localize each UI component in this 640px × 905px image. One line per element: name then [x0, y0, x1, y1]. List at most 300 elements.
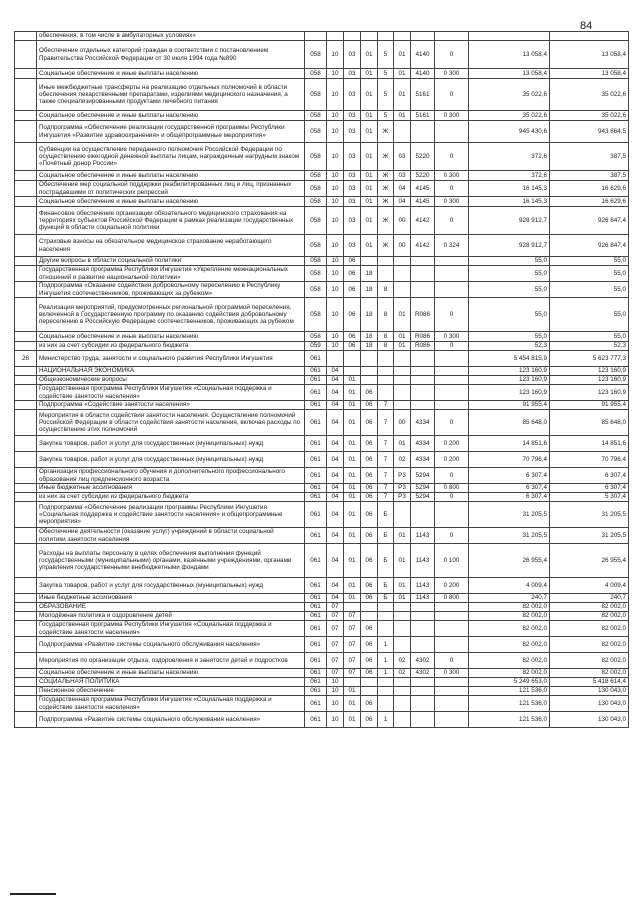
- row-number-cell: [15, 197, 37, 207]
- code-grbs-cell: 061: [305, 612, 327, 621]
- code-event-cell: 01: [394, 69, 411, 79]
- code-section-cell: [327, 351, 344, 367]
- table-row: [15, 171, 629, 181]
- code-expense-type-cell: [435, 266, 469, 282]
- code-expense-type-cell: 0 300: [435, 197, 469, 207]
- row-number-cell: [15, 207, 37, 235]
- row-name-cell: СОЦИАЛЬНАЯ ПОЛИТИКА: [37, 678, 305, 687]
- amount-year2-cell: 55,0: [550, 298, 629, 332]
- code-subsection-cell: 06: [344, 282, 361, 298]
- code-section-cell: 10: [327, 257, 344, 266]
- code-grbs-cell: 061: [305, 401, 327, 410]
- code-grbs-cell: 058: [305, 298, 327, 332]
- table-row: [15, 544, 629, 578]
- row-name-cell: Иные межбюджетные трансферты на реализацию отдельных полномочий в области обеспечения лекарственными препаратами, изделиями медицинского назначения, а также специализированными продуктами лечебного питания: [37, 79, 305, 111]
- row-number-cell: [15, 578, 37, 594]
- amount-year1-cell: 13 058,4: [469, 69, 550, 79]
- code-section-cell: 04: [327, 376, 344, 385]
- code-subprogram-cell: [378, 687, 394, 696]
- code-grbs-cell: 058: [305, 235, 327, 257]
- table-row: [15, 493, 629, 502]
- code-event-cell: 01: [394, 544, 411, 578]
- table-row: [15, 257, 629, 266]
- code-section-cell: 10: [327, 696, 344, 712]
- code-section-cell: 07: [327, 621, 344, 637]
- amount-year1-cell: 55,0: [469, 282, 550, 298]
- row-number-cell: [15, 696, 37, 712]
- code-direction-cell: [411, 282, 435, 298]
- code-direction-cell: [411, 351, 435, 367]
- row-name-cell: Иные бюджетные ассигнования: [37, 594, 305, 603]
- amount-year1-cell: 6 307,4: [469, 484, 550, 493]
- code-expense-type-cell: [435, 351, 469, 367]
- code-program-cell: 01: [361, 79, 378, 111]
- code-event-cell: P3: [394, 484, 411, 493]
- code-section-cell: 04: [327, 578, 344, 594]
- code-subprogram-cell: Ж: [378, 171, 394, 181]
- code-direction-cell: [411, 367, 435, 376]
- code-expense-type-cell: 0: [435, 528, 469, 544]
- amount-year2-cell: 55,0: [550, 266, 629, 282]
- code-subsection-cell: 01: [344, 696, 361, 712]
- code-program-cell: 18: [361, 332, 378, 342]
- row-name-cell: Социальное обеспечение и иные выплаты населению: [37, 111, 305, 121]
- row-number-cell: [15, 367, 37, 376]
- code-grbs-cell: 061: [305, 367, 327, 376]
- code-subsection-cell: 01: [344, 376, 361, 385]
- row-name-cell: Подпрограмма «Обеспечение реализации государственной программы Республики Ингушетия «Развитие здравоохранения» и общепрограммные мероприятия»: [37, 121, 305, 143]
- amount-year2-cell: 130 043,0: [550, 687, 629, 696]
- code-section-cell: 10: [327, 687, 344, 696]
- code-expense-type-cell: 0 100: [435, 544, 469, 578]
- code-section-cell: 10: [327, 235, 344, 257]
- amount-year2-cell: 926 847,4: [550, 207, 629, 235]
- code-event-cell: 00: [394, 410, 411, 436]
- amount-year1-cell: 6 307,4: [469, 468, 550, 484]
- code-program-cell: [361, 612, 378, 621]
- code-subprogram-cell: 1: [378, 637, 394, 653]
- code-event-cell: 00: [394, 235, 411, 257]
- code-program-cell: 01: [361, 235, 378, 257]
- code-program-cell: [361, 32, 378, 41]
- code-event-cell: 01: [394, 578, 411, 594]
- code-subsection-cell: 06: [344, 332, 361, 342]
- code-subprogram-cell: [378, 612, 394, 621]
- code-subprogram-cell: [378, 621, 394, 637]
- row-number-cell: [15, 342, 37, 351]
- code-grbs-cell: 061: [305, 696, 327, 712]
- code-subsection-cell: [344, 351, 361, 367]
- row-name-cell: Государственная программа Республики Ингушетия «Социальная поддержка и содействие занятости населения»: [37, 696, 305, 712]
- amount-year2-cell: 82 002,0: [550, 669, 629, 678]
- amount-year2-cell: 82 002,0: [550, 637, 629, 653]
- table-row: [15, 121, 629, 143]
- amount-year1-cell: 928 912,7: [469, 235, 550, 257]
- amount-year1-cell: 123 160,9: [469, 376, 550, 385]
- table-row: [15, 282, 629, 298]
- code-program-cell: 01: [361, 143, 378, 171]
- code-expense-type-cell: [435, 367, 469, 376]
- amount-year2-cell: 16 629,6: [550, 181, 629, 197]
- amount-year1-cell: 31 205,5: [469, 528, 550, 544]
- code-subprogram-cell: 8: [378, 342, 394, 351]
- code-section-cell: 04: [327, 493, 344, 502]
- table-row: [15, 484, 629, 493]
- code-direction-cell: [411, 385, 435, 401]
- code-direction-cell: [411, 712, 435, 728]
- amount-year1-cell: 121 536,0: [469, 696, 550, 712]
- code-event-cell: [394, 637, 411, 653]
- code-event-cell: [394, 121, 411, 143]
- code-direction-cell: 1143: [411, 528, 435, 544]
- code-direction-cell: [411, 502, 435, 528]
- footer-rule: [10, 893, 56, 895]
- code-direction-cell: [411, 678, 435, 687]
- code-grbs-cell: 061: [305, 351, 327, 367]
- code-expense-type-cell: [435, 502, 469, 528]
- code-subprogram-cell: 7: [378, 401, 394, 410]
- amount-year2-cell: 943 864,5: [550, 121, 629, 143]
- code-event-cell: [394, 282, 411, 298]
- code-section-cell: 10: [327, 121, 344, 143]
- code-expense-type-cell: 0 300: [435, 171, 469, 181]
- code-grbs-cell: 061: [305, 410, 327, 436]
- code-subsection-cell: 03: [344, 69, 361, 79]
- code-subprogram-cell: Ж: [378, 121, 394, 143]
- code-expense-type-cell: [435, 696, 469, 712]
- code-expense-type-cell: [435, 32, 469, 41]
- code-section-cell: 04: [327, 594, 344, 603]
- code-grbs-cell: 061: [305, 493, 327, 502]
- code-event-cell: 01: [394, 528, 411, 544]
- code-section-cell: 10: [327, 332, 344, 342]
- amount-year2-cell: [550, 32, 629, 41]
- amount-year1-cell: 35 022,6: [469, 111, 550, 121]
- code-section-cell: 10: [327, 197, 344, 207]
- table-row: [15, 367, 629, 376]
- code-subsection-cell: 03: [344, 181, 361, 197]
- code-subsection-cell: 06: [344, 298, 361, 332]
- code-direction-cell: [411, 376, 435, 385]
- code-expense-type-cell: [435, 401, 469, 410]
- code-grbs-cell: 061: [305, 712, 327, 728]
- code-subsection-cell: 01: [344, 594, 361, 603]
- code-grbs-cell: 061: [305, 637, 327, 653]
- code-subsection-cell: 03: [344, 111, 361, 121]
- amount-year1-cell: 123 160,9: [469, 367, 550, 376]
- amount-year1-cell: 82 002,0: [469, 653, 550, 669]
- amount-year2-cell: 6 307,4: [550, 468, 629, 484]
- code-section-cell: 07: [327, 612, 344, 621]
- code-subsection-cell: 07: [344, 637, 361, 653]
- code-subprogram-cell: 7: [378, 484, 394, 493]
- code-subsection-cell: 01: [344, 502, 361, 528]
- code-grbs-cell: 061: [305, 468, 327, 484]
- code-subprogram-cell: 7: [378, 452, 394, 468]
- code-direction-cell: R086: [411, 298, 435, 332]
- code-program-cell: 01: [361, 69, 378, 79]
- amount-year1-cell: 928 912,7: [469, 207, 550, 235]
- row-number-cell: [15, 32, 37, 41]
- row-name-cell: Иные бюджетные ассигнования: [37, 484, 305, 493]
- row-name-cell: Мероприятия по организации отдыха, оздоровления и занятости детей и подростков: [37, 653, 305, 669]
- code-section-cell: 04: [327, 367, 344, 376]
- code-subsection-cell: 01: [344, 578, 361, 594]
- row-name-cell: Социальное обеспечение и иные выплаты населению: [37, 332, 305, 342]
- code-grbs-cell: 061: [305, 452, 327, 468]
- amount-year1-cell: 121 536,0: [469, 687, 550, 696]
- row-number-cell: [15, 637, 37, 653]
- amount-year2-cell: 26 955,4: [550, 544, 629, 578]
- code-direction-cell: 4145: [411, 181, 435, 197]
- table-row: [15, 712, 629, 728]
- row-number-cell: [15, 528, 37, 544]
- code-subsection-cell: 03: [344, 79, 361, 111]
- code-program-cell: [361, 351, 378, 367]
- code-event-cell: 03: [394, 143, 411, 171]
- code-program-cell: 06: [361, 468, 378, 484]
- amount-year2-cell: 16 629,6: [550, 197, 629, 207]
- code-event-cell: 02: [394, 669, 411, 678]
- amount-year2-cell: 14 851,6: [550, 436, 629, 452]
- code-direction-cell: 4334: [411, 436, 435, 452]
- code-expense-type-cell: 0: [435, 410, 469, 436]
- code-event-cell: [394, 712, 411, 728]
- table-row: [15, 385, 629, 401]
- amount-year2-cell: 31 205,5: [550, 502, 629, 528]
- code-section-cell: 10: [327, 712, 344, 728]
- row-number-cell: [15, 493, 37, 502]
- row-name-cell: обеспечения, в том числе в амбулаторных условиях»: [37, 32, 305, 41]
- table-row: [15, 181, 629, 197]
- code-direction-cell: 4302: [411, 653, 435, 669]
- code-event-cell: 01: [394, 111, 411, 121]
- amount-year1-cell: [469, 32, 550, 41]
- code-section-cell: 04: [327, 468, 344, 484]
- code-subsection-cell: 01: [344, 468, 361, 484]
- code-program-cell: 06: [361, 621, 378, 637]
- code-grbs-cell: [305, 32, 327, 41]
- amount-year1-cell: 16 145,3: [469, 197, 550, 207]
- code-program-cell: 06: [361, 637, 378, 653]
- code-subsection-cell: 01: [344, 544, 361, 578]
- row-name-cell: из них за счет субсидии из федерального бюджета: [37, 342, 305, 351]
- code-event-cell: 03: [394, 171, 411, 181]
- code-direction-cell: 5294: [411, 484, 435, 493]
- code-event-cell: 01: [394, 332, 411, 342]
- row-name-cell: Государственная программа Республики Ингушетия «Социальная поддержка и содействие занятости населения»: [37, 385, 305, 401]
- amount-year2-cell: 82 002,0: [550, 603, 629, 612]
- row-name-cell: Социальное обеспечение и иные выплаты населению: [37, 197, 305, 207]
- code-event-cell: [394, 612, 411, 621]
- code-expense-type-cell: 0 800: [435, 484, 469, 493]
- code-program-cell: 06: [361, 502, 378, 528]
- table-row: [15, 69, 629, 79]
- code-subprogram-cell: [378, 257, 394, 266]
- code-expense-type-cell: [435, 376, 469, 385]
- code-direction-cell: 5161: [411, 79, 435, 111]
- code-direction-cell: 5161: [411, 111, 435, 121]
- code-program-cell: [361, 678, 378, 687]
- code-direction-cell: 4140: [411, 69, 435, 79]
- code-section-cell: 07: [327, 653, 344, 669]
- code-section-cell: 10: [327, 111, 344, 121]
- code-subprogram-cell: 7: [378, 468, 394, 484]
- amount-year2-cell: 387,5: [550, 143, 629, 171]
- row-number-cell: [15, 653, 37, 669]
- code-section-cell: 10: [327, 266, 344, 282]
- code-expense-type-cell: [435, 712, 469, 728]
- code-subsection-cell: 07: [344, 612, 361, 621]
- code-direction-cell: 4334: [411, 410, 435, 436]
- table-row: [15, 436, 629, 452]
- table-row: [15, 578, 629, 594]
- code-subsection-cell: [344, 32, 361, 41]
- table-row: [15, 678, 629, 687]
- code-subprogram-cell: 7: [378, 436, 394, 452]
- amount-year1-cell: 82 002,0: [469, 612, 550, 621]
- amount-year1-cell: 6 307,4: [469, 493, 550, 502]
- row-number-cell: [15, 502, 37, 528]
- code-subsection-cell: 03: [344, 143, 361, 171]
- code-subprogram-cell: 8: [378, 282, 394, 298]
- code-direction-cell: [411, 696, 435, 712]
- row-number-cell: [15, 235, 37, 257]
- row-name-cell: Пенсионное обеспечение: [37, 687, 305, 696]
- code-expense-type-cell: [435, 687, 469, 696]
- code-subprogram-cell: 7: [378, 410, 394, 436]
- code-section-cell: 04: [327, 385, 344, 401]
- row-number-cell: [15, 282, 37, 298]
- code-grbs-cell: 061: [305, 594, 327, 603]
- table-row: [15, 621, 629, 637]
- code-section-cell: 10: [327, 143, 344, 171]
- code-expense-type-cell: 0 300: [435, 669, 469, 678]
- row-name-cell: Обеспечение деятельности (оказание услуг) учреждений в области социальной политики занятости населения: [37, 528, 305, 544]
- code-program-cell: 01: [361, 111, 378, 121]
- row-name-cell: Субвенции на осуществление переданного полномочия Российской Федерации по осуществлению ежегодной денежной выплаты лицам, награжденным нагрудным знаком «Почётный донор России»: [37, 143, 305, 171]
- code-program-cell: 01: [361, 41, 378, 69]
- amount-year1-cell: 372,6: [469, 143, 550, 171]
- code-subsection-cell: 01: [344, 385, 361, 401]
- code-direction-cell: R086: [411, 332, 435, 342]
- row-number-cell: [15, 385, 37, 401]
- code-event-cell: [394, 257, 411, 266]
- amount-year2-cell: 4 009,4: [550, 578, 629, 594]
- code-grbs-cell: 058: [305, 171, 327, 181]
- code-subsection-cell: 06: [344, 342, 361, 351]
- table-row: [15, 207, 629, 235]
- code-direction-cell: 4142: [411, 207, 435, 235]
- code-program-cell: 06: [361, 578, 378, 594]
- table-row: [15, 332, 629, 342]
- amount-year1-cell: 85 648,0: [469, 410, 550, 436]
- amount-year1-cell: 945 430,6: [469, 121, 550, 143]
- row-name-cell: Молодёжная политика и оздоровление детей: [37, 612, 305, 621]
- amount-year1-cell: 26 955,4: [469, 544, 550, 578]
- row-number-cell: [15, 468, 37, 484]
- code-expense-type-cell: [435, 121, 469, 143]
- row-name-cell: Социальное обеспечение и иные выплаты населению: [37, 669, 305, 678]
- code-direction-cell: 4302: [411, 669, 435, 678]
- row-name-cell: Социальное обеспечение и иные выплаты населению: [37, 171, 305, 181]
- amount-year2-cell: 5 307,4: [550, 493, 629, 502]
- code-subprogram-cell: Б: [378, 594, 394, 603]
- code-expense-type-cell: 0: [435, 143, 469, 171]
- amount-year1-cell: 82 002,0: [469, 621, 550, 637]
- table-row: [15, 637, 629, 653]
- table-row: [15, 266, 629, 282]
- code-program-cell: [361, 603, 378, 612]
- code-event-cell: 01: [394, 436, 411, 452]
- code-section-cell: 04: [327, 484, 344, 493]
- code-expense-type-cell: [435, 637, 469, 653]
- code-program-cell: [361, 367, 378, 376]
- code-subprogram-cell: [378, 351, 394, 367]
- code-grbs-cell: 058: [305, 197, 327, 207]
- amount-year2-cell: 82 002,0: [550, 612, 629, 621]
- row-number-cell: [15, 484, 37, 493]
- table-row: [15, 669, 629, 678]
- row-number-cell: [15, 41, 37, 69]
- amount-year2-cell: 31 205,5: [550, 528, 629, 544]
- code-expense-type-cell: 0 300: [435, 332, 469, 342]
- code-expense-type-cell: 0 200: [435, 436, 469, 452]
- code-expense-type-cell: 0: [435, 468, 469, 484]
- code-subsection-cell: [344, 367, 361, 376]
- code-expense-type-cell: 0: [435, 79, 469, 111]
- row-number-cell: [15, 143, 37, 171]
- code-grbs-cell: 061: [305, 544, 327, 578]
- table-row: [15, 111, 629, 121]
- code-event-cell: 02: [394, 452, 411, 468]
- table-row: [15, 410, 629, 436]
- amount-year2-cell: 123 160,9: [550, 367, 629, 376]
- code-program-cell: 01: [361, 207, 378, 235]
- code-event-cell: P3: [394, 468, 411, 484]
- table-row: [15, 528, 629, 544]
- code-section-cell: 10: [327, 342, 344, 351]
- code-event-cell: [394, 367, 411, 376]
- table-row: [15, 653, 629, 669]
- amount-year1-cell: 55,0: [469, 298, 550, 332]
- code-expense-type-cell: 0: [435, 207, 469, 235]
- code-grbs-cell: 058: [305, 79, 327, 111]
- row-number-cell: [15, 181, 37, 197]
- code-expense-type-cell: [435, 257, 469, 266]
- table-row: [15, 79, 629, 111]
- amount-year2-cell: 5 623 777,3: [550, 351, 629, 367]
- code-event-cell: [394, 502, 411, 528]
- code-subprogram-cell: 1: [378, 669, 394, 678]
- code-direction-cell: 5294: [411, 468, 435, 484]
- code-section-cell: 10: [327, 79, 344, 111]
- code-expense-type-cell: [435, 678, 469, 687]
- code-grbs-cell: 061: [305, 653, 327, 669]
- code-subprogram-cell: Б: [378, 502, 394, 528]
- code-direction-cell: [411, 612, 435, 621]
- amount-year2-cell: 5 418 614,4: [550, 678, 629, 687]
- code-grbs-cell: 061: [305, 678, 327, 687]
- code-expense-type-cell: [435, 621, 469, 637]
- amount-year2-cell: 13 058,4: [550, 41, 629, 69]
- code-section-cell: 07: [327, 603, 344, 612]
- amount-year2-cell: 6 307,4: [550, 484, 629, 493]
- code-program-cell: 01: [361, 181, 378, 197]
- row-name-cell: Реализация мероприятий, предусмотренных региональной программой переселения, включенной в Государственную программу по оказанию содействия добровольному переселению в Российскую Федерацию соотечественников, проживающих за рубежом: [37, 298, 305, 332]
- row-number-cell: [15, 171, 37, 181]
- code-expense-type-cell: 0 300: [435, 111, 469, 121]
